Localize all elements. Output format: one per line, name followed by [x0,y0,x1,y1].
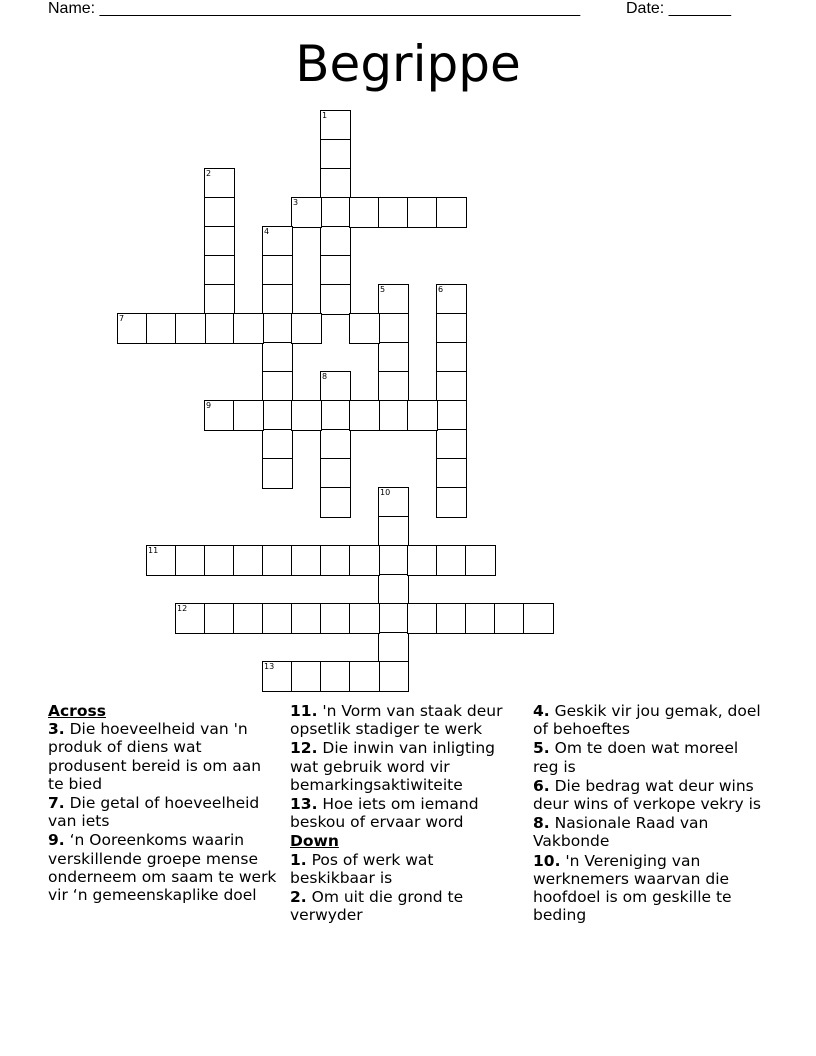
grid-cell[interactable] [378,313,409,344]
grid-cell[interactable] [436,545,467,576]
cell-number: 12 [177,604,188,613]
grid-cell[interactable] [349,661,380,692]
grid-cell[interactable] [378,400,409,431]
across-heading: Across [48,702,106,720]
clue-item [533,739,765,775]
clue-item [533,702,765,738]
grid-cell[interactable] [349,197,380,228]
grid-cell[interactable] [291,197,322,228]
grid-cell[interactable] [320,487,351,518]
clue-item [533,777,765,813]
grid-cell[interactable] [262,545,293,576]
clue-item [290,851,522,887]
clue-text: Die bedrag wat deur wins deur wins of verkope vekry is [533,776,762,814]
grid-cell[interactable] [320,255,351,286]
grid-cell[interactable] [146,313,177,344]
grid-cell[interactable] [378,574,409,605]
grid-cell[interactable] [262,371,293,402]
cell-number: 1 [322,111,328,120]
clue-item [48,720,280,793]
clue-number: 8. [533,814,550,833]
clue-item [290,795,522,831]
clue-text: Geskik vir jou gemak, doel of behoeftes [533,702,761,739]
grid-cell[interactable] [378,516,409,547]
grid-cell[interactable] [320,458,351,489]
grid-cell[interactable] [204,603,235,634]
grid-cell[interactable] [523,603,554,634]
cell-number: 5 [380,285,386,294]
clue-text: Nasionale Raad van Vakbonde [533,814,709,851]
clue-number: 3. [48,720,65,739]
clue-text: Om uit die grond te verwyder [290,888,464,925]
grid-cell[interactable] [320,139,351,170]
cell-number: 13 [264,662,275,671]
grid-cell[interactable] [436,400,467,431]
cell-number: 4 [264,227,270,236]
clue-text: ‘n Ooreenkoms waarin verskillende groepe mense onderneem om saam te werk vir ‘n gemeenskaplike doel [48,831,277,905]
clue-number: 13. [290,795,318,814]
grid-cell[interactable] [436,429,467,460]
cell-number: 2 [206,169,212,178]
grid-cell[interactable] [494,603,525,634]
grid-cell[interactable] [436,371,467,402]
clue-item [290,702,522,738]
clue-number: 2. [290,888,307,907]
clue-text: Die hoeveelheid van 'n produk of diens wat produsent bereid is om aan te bied [48,720,262,793]
cell-number: 7 [119,314,125,323]
grid-cell[interactable] [204,168,235,199]
grid-cell[interactable] [378,197,409,228]
grid-cell[interactable] [378,545,409,576]
clue-item [533,852,765,925]
clue-text: 'n Vorm van staak deur opsetlik stadiger te werk [290,702,503,739]
grid-cell[interactable] [233,400,264,431]
grid-cell[interactable] [262,226,293,257]
grid-cell[interactable] [233,603,264,634]
grid-cell[interactable] [407,400,438,431]
clue-number: 12. [290,739,318,758]
clues-column-1 [48,702,280,905]
cell-number: 10 [380,488,391,497]
grid-cell[interactable] [320,110,351,141]
clue-number: 5. [533,739,550,758]
grid-cell[interactable] [262,429,293,460]
grid-cell[interactable] [465,603,496,634]
clue-item [533,814,765,850]
clue-number: 10. [533,851,561,870]
grid-cell[interactable] [407,197,438,228]
grid-cell[interactable] [320,429,351,460]
name-field-label[interactable]: Name: ______________________________________________________ [48,0,581,17]
grid-cell[interactable] [436,603,467,634]
grid-cell[interactable] [204,313,235,344]
grid-cell[interactable] [175,603,206,634]
grid-cell[interactable] [233,313,264,344]
grid-cell[interactable] [291,313,322,344]
grid-cell[interactable] [320,400,351,431]
clues-column-2 [290,702,522,925]
cell-number: 8 [322,372,328,381]
grid-cell[interactable] [320,284,351,315]
grid-cell[interactable] [233,545,264,576]
cell-number: 11 [148,546,159,555]
grid-cell[interactable] [262,400,293,431]
grid-cell[interactable] [465,545,496,576]
grid-cell[interactable] [349,603,380,634]
grid-cell[interactable] [436,458,467,489]
grid-cell[interactable] [320,603,351,634]
grid-cell[interactable] [262,661,293,692]
cell-number: 6 [438,285,444,294]
clue-text: Die inwin van inligting wat gebruik word vir bemarkingsaktiwiteite [290,739,496,794]
grid-cell[interactable] [320,197,351,228]
grid-cell[interactable] [378,342,409,373]
grid-cell[interactable] [436,284,467,315]
grid-cell[interactable] [204,400,235,431]
clue-item [290,888,522,924]
grid-cell[interactable] [204,284,235,315]
clue-number: 1. [290,850,307,869]
grid-cell[interactable] [436,342,467,373]
grid-cell[interactable] [291,400,322,431]
clue-number: 9. [48,831,65,850]
grid-cell[interactable] [262,284,293,315]
clue-number: 11. [290,702,318,720]
grid-cell[interactable] [204,545,235,576]
clue-number: 7. [48,794,65,813]
grid-cell[interactable] [320,226,351,257]
clue-text: Om te doen wat moreel reg is [533,739,739,776]
grid-cell[interactable] [349,545,380,576]
grid-cell[interactable] [262,255,293,286]
grid-cell[interactable] [436,487,467,518]
cell-number: 3 [293,198,299,207]
cell-number: 9 [206,401,212,410]
grid-cell[interactable] [378,603,409,634]
clue-text: Hoe iets om iemand beskou of ervaar word [290,795,479,832]
down-heading: Down [290,832,339,851]
clue-item [48,794,280,830]
grid-cell[interactable] [378,371,409,402]
grid-cell[interactable] [378,661,409,692]
clue-number: 4. [533,702,550,720]
grid-cell[interactable] [204,255,235,286]
grid-cell[interactable] [407,603,438,634]
clue-text: Pos of werk wat beskikbaar is [290,850,434,887]
grid-cell[interactable] [146,545,177,576]
clue-text: Die getal of hoeveelheid van iets [48,794,260,831]
grid-cell[interactable] [378,284,409,315]
grid-cell[interactable] [175,313,206,344]
grid-cell[interactable] [378,487,409,518]
grid-cell[interactable] [320,371,351,402]
grid-cell[interactable] [349,313,380,344]
grid-cell[interactable] [407,545,438,576]
grid-cell[interactable] [262,313,293,344]
grid-cell[interactable] [117,313,148,344]
grid-cell[interactable] [262,342,293,373]
clue-text: 'n Vereniging van werknemers waarvan die hoofdoel is om geskille te beding [533,851,732,925]
grid-cell[interactable] [175,545,206,576]
grid-cell[interactable] [320,545,351,576]
grid-cell[interactable] [262,458,293,489]
grid-cell[interactable] [378,632,409,663]
grid-cell[interactable] [436,313,467,344]
clues-column-3 [533,702,765,925]
grid-cell[interactable] [291,545,322,576]
clue-item [48,831,280,904]
grid-cell[interactable] [320,661,351,692]
grid-cell[interactable] [204,226,235,257]
grid-cell[interactable] [291,603,322,634]
clue-number: 6. [533,776,550,795]
grid-cell[interactable] [204,197,235,228]
grid-cell[interactable] [436,197,467,228]
grid-cell[interactable] [262,603,293,634]
grid-cell[interactable] [320,168,351,199]
clue-item [290,739,522,794]
date-field-label[interactable]: Date: _______ [626,0,731,17]
page-title: Begrippe [295,35,521,93]
grid-cell[interactable] [291,661,322,692]
grid-cell[interactable] [349,400,380,431]
